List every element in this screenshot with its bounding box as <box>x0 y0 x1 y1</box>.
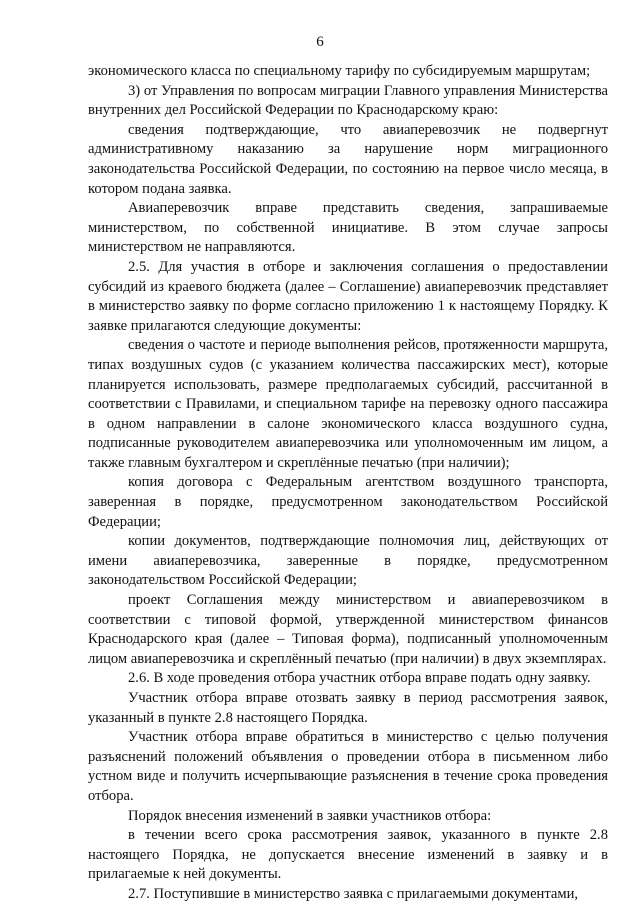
paragraph-13: Порядок внесения изменений в заявки участников отбора: <box>128 807 492 824</box>
paragraph-8: копии документов, подтверждающие полномочия лиц, действующих от имени авиаперевозчика, заверенные в порядке, предусмотренном законодательством Российской Федерации; <box>88 533 608 589</box>
paragraph-15: 2.7. Поступившие в министерство заявка с прилагаемыми документами, <box>128 885 579 902</box>
document-body <box>88 62 608 905</box>
paragraph-4: Авиаперевозчик вправе представить сведения, запрашиваемые министерством, по собственной инициативе. В этом случае запросы министерством не направляются. <box>88 200 608 256</box>
paragraph-1: экономического класса по специальному тарифу по субсидируемым маршрутам; <box>88 63 591 79</box>
paragraph-10: 2.6. В ходе проведения отбора участник отбора вправе подать одну заявку. <box>128 670 591 687</box>
paragraph-12: Участник отбора вправе обратиться в министерство с целью получения разъяснений положений объявления о проведении отбора в письменном либо устном виде и получить исчерпывающие разъяснения в течение срока проведения отбора. <box>88 729 608 804</box>
paragraph-2: 3) от Управления по вопросам миграции Главного управления Министерства внутренних дел Российской Федерации по Краснодарскому краю: <box>88 82 608 119</box>
page-number: 6 <box>316 34 324 50</box>
paragraph-3: сведения подтверждающие, что авиаперевозчик не подвергнут административному наказанию за нарушение норм миграционного законодательства Российской Федерации, по состоянию на первое число месяца, в котором подана заявка. <box>88 121 608 197</box>
paragraph-5: 2.5. Для участия в отборе и заключения соглашения о предоставлении субсидий из краевого бюджета (далее – Соглашение) авиаперевозчик представляет в министерство заявку по форме согласно приложению 1 к настоящему Порядку. К заявке прилагаются следующие документы: <box>88 258 608 334</box>
paragraph-6: сведения о частоте и периоде выполнения рейсов, протяженности маршрута, типах воздушных судов (с указанием количества пассажирских мест), которые планируется использовать, размере предполагаемых субсидий, рассчитанной в соответствии с Правилами, и специальном тарифе на перевозку одного пассажира в одном направлении в салоне экономического класса воздушного судна, подписанные руководителем авиаперевозчика или уполномоченным им лицом, а также главным бухгалтером и скреплённые печатью (при наличии); <box>88 337 608 471</box>
paragraph-11: Участник отбора вправе отозвать заявку в период рассмотрения заявок, указанный в пункте 2.8 настоящего Порядка. <box>88 690 608 726</box>
paragraph-9: проект Соглашения между министерством и авиаперевозчиком в соответствии с типовой формой, утвержденной министерством финансов Краснодарского края (далее – Типовая форма), подписанный уполномоченным лицом авиаперевозчика и скреплённый печатью (при наличии) в двух экземплярах. <box>88 592 608 667</box>
paragraph-14: в течении всего срока рассмотрения заявок, указанного в пункте 2.8 настоящего Порядка, не допускается внесение изменений в заявку и в прилагаемые к ней документы. <box>88 827 608 883</box>
paragraph-7: копия договора с Федеральным агентством воздушного транспорта, заверенная в порядке, предусмотренном законодательством Российской Федерации; <box>88 474 608 530</box>
